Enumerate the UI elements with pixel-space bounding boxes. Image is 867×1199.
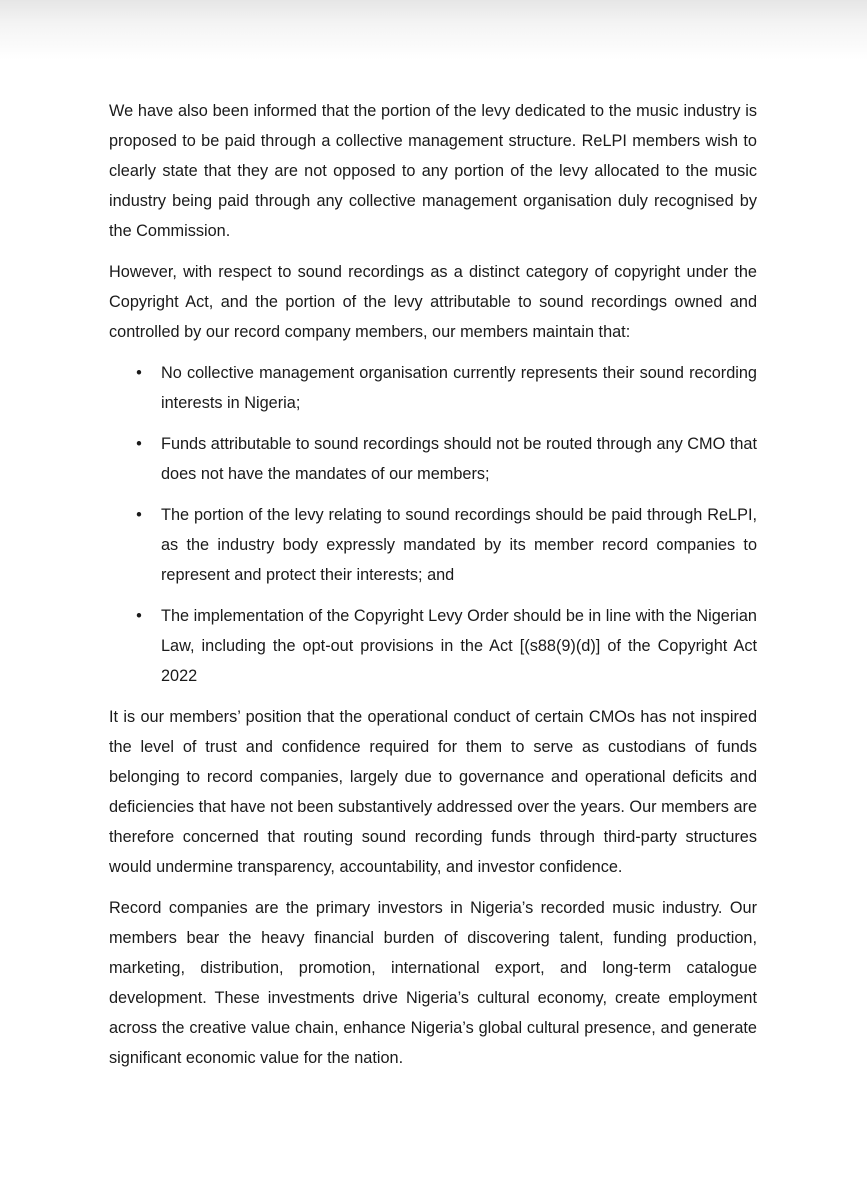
paragraph-cmo-trust-concerns: It is our members’ position that the operational conduct of certain CMOs has not inspired the level of trust and confidence required for them to serve as custodians of funds belonging to record companies, largely due to governance and operational deficits and deficiencies that have not been substantively addressed over the years. Our members are therefore concerned that routing sound recording funds through third-party structures would undermine transparency, accountability, and investor confidence. (109, 708, 757, 876)
members-position-list (109, 358, 757, 691)
list-item (109, 500, 757, 590)
scan-top-shadow (0, 0, 867, 60)
bullet-icon: • (136, 506, 142, 524)
bullet-icon: • (136, 607, 142, 625)
list-item (109, 358, 757, 418)
bullet-icon: • (136, 435, 142, 453)
paragraph-sound-recordings-position: However, with respect to sound recordings as a distinct category of copyright under the Copyright Act, and the portion of the levy attributable to sound recordings owned and controlled by our record company members, our members maintain that: (109, 263, 757, 341)
list-item (109, 429, 757, 489)
document-page (109, 96, 757, 1073)
list-item-text: Funds attributable to sound recordings should not be routed through any CMO that does not have the mandates of our members; (161, 435, 757, 483)
list-item (109, 601, 757, 691)
paragraph-levy-collective-management: We have also been informed that the portion of the levy dedicated to the music industry is proposed to be paid through a collective management structure. ReLPI members wish to clearly state that they are not opposed to any portion of the levy allocated to the music industry being paid through any collective management organisation duly recognised by the Commission. (109, 102, 757, 240)
list-item-text: The portion of the levy relating to sound recordings should be paid through ReLPI, as the industry body expressly mandated by its member record companies to represent and protect their interests; and (161, 506, 757, 584)
bullet-icon: • (136, 364, 142, 382)
list-item-text: No collective management organisation currently represents their sound recording interests in Nigeria; (161, 364, 757, 412)
list-item-text: The implementation of the Copyright Levy Order should be in line with the Nigerian Law, including the opt-out provisions in the Act [(s88(9)(d)] of the Copyright Act 2022 (161, 607, 757, 685)
paragraph-record-companies-investment: Record companies are the primary investors in Nigeria’s recorded music industry. Our members bear the heavy financial burden of discovering talent, funding production, marketing, distribution, promotion, international export, and long-term catalogue development. These investments drive Nigeria’s cultural economy, create employment across the creative value chain, enhance Nigeria’s global cultural presence, and generate significant economic value for the nation. (109, 899, 757, 1067)
